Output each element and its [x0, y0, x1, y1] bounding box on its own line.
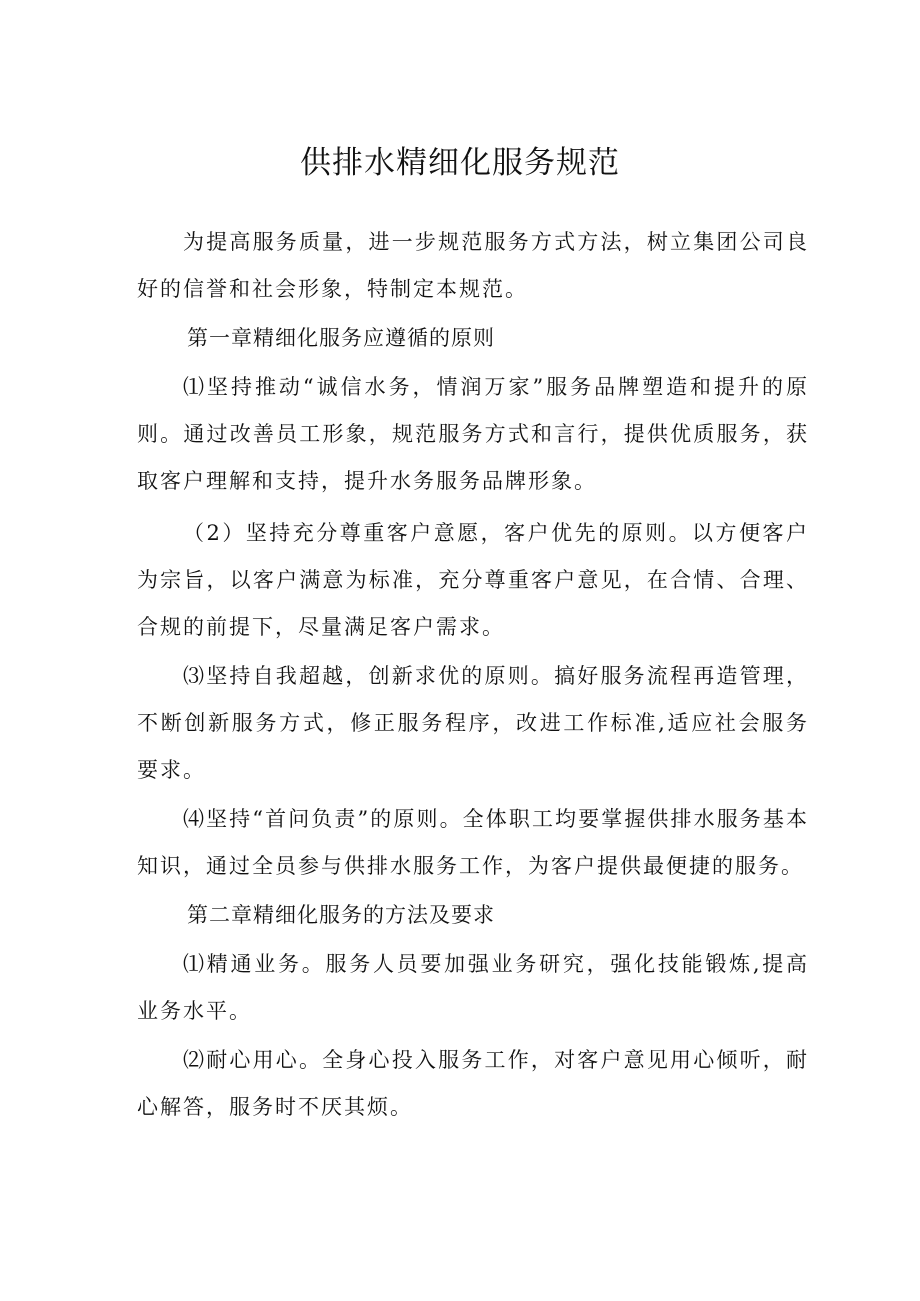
chapter-2-heading: 第二章精细化服务的方法及要求 — [187, 903, 495, 927]
paragraph-method-2: ⑵耐心用心。全身心投入服务工作，对客户意见用心倾听，耐心解答，服务时不厌其烦。 — [137, 1048, 809, 1119]
paragraph-principle-4: ⑷坚持“首问负责”的原则。全体职工均要掌握供排水服务基本知识，通过全员参与供排水服务工作，为客户提供最便捷的服务。 — [137, 807, 809, 878]
document-body — [137, 219, 809, 1131]
chapter-1-heading: 第一章精细化服务应遵循的原则 — [187, 326, 495, 350]
paragraph-principle-3: ⑶坚持自我超越，创新求优的原则。搞好服务流程再造管理，不断创新服务方式，修正服务程序，改进工作标准,适应社会服务要求。 — [137, 664, 809, 782]
paragraph-principle-1: ⑴坚持推动“诚信水务，情润万家”服务品牌塑造和提升的原则。通过改善员工形象，规范服务方式和言行，提供优质服务，获取客户理解和支持，提升水务服务品牌形象。 — [137, 375, 809, 493]
document-title: 供排水精细化服务规范 — [300, 145, 620, 181]
paragraph-principle-2: （2）坚持充分尊重客户意愿，客户优先的原则。以方便客户为宗旨，以客户满意为标准，充分尊重客户意见，在合情、合理、合规的前提下，尽量满足客户需求。 — [137, 521, 809, 639]
paragraph-intro: 为提高服务质量，进一步规范服务方式方法，树立集团公司良好的信誉和社会形象，特制定本规范。 — [137, 230, 809, 301]
paragraph-method-1: ⑴精通业务。服务人员要加强业务研究，强化技能锻炼,提高业务水平。 — [137, 952, 809, 1023]
